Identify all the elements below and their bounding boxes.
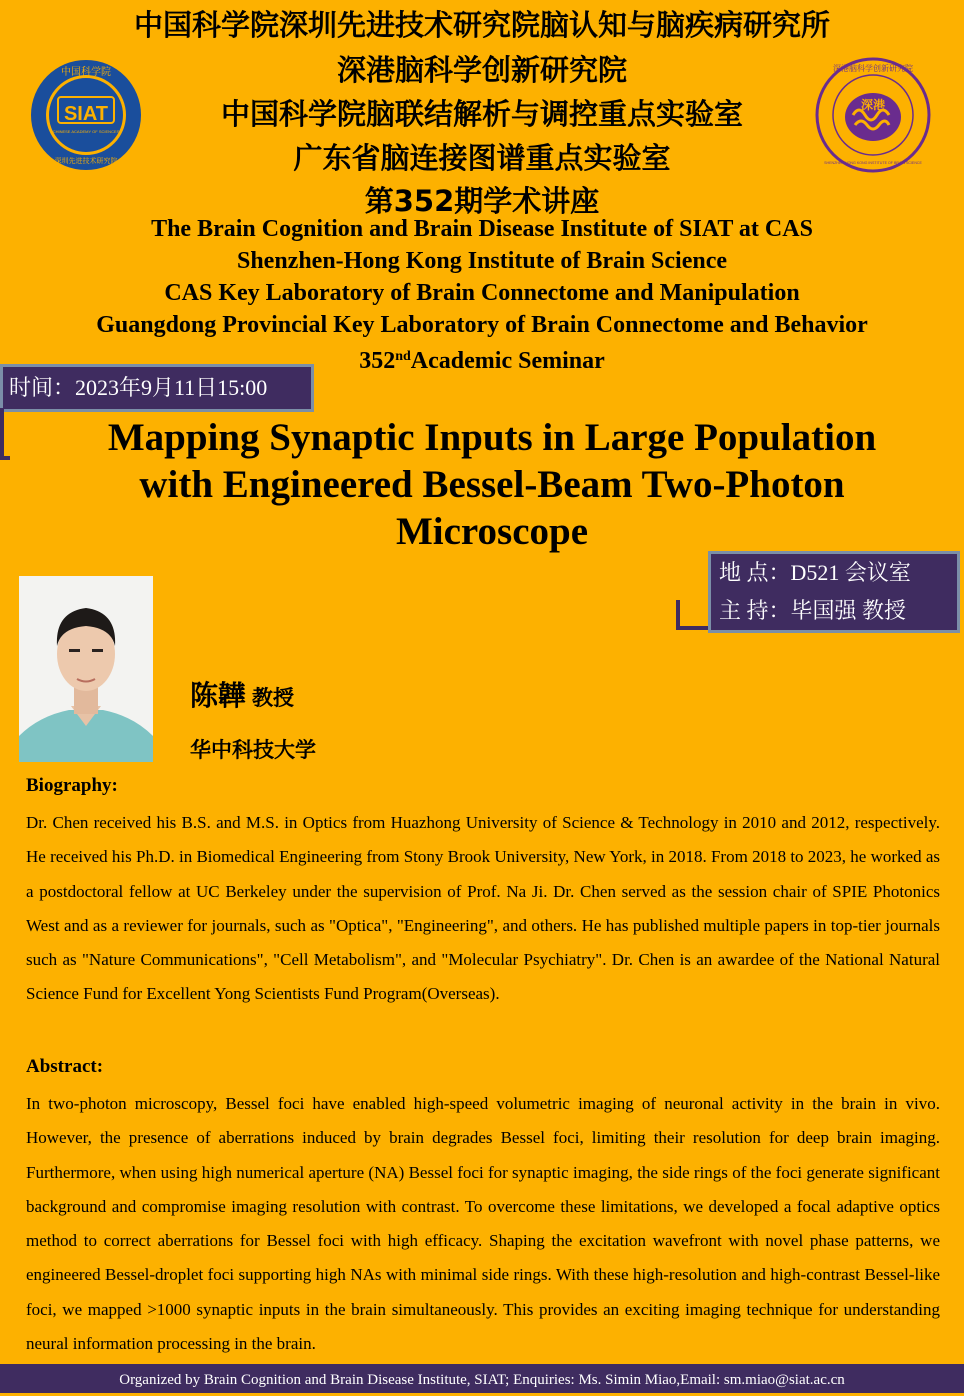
siat-logo-ring-text: 中国科学院 (61, 67, 111, 78)
talk-title-line-1: Mapping Synaptic Inputs in Large Population (107, 416, 877, 459)
venue-box (708, 551, 960, 633)
footer-text: Organized by Brain Cognition and Brain Disease Institute, SIAT; Enquiries: Ms. Simin Miao,Email: sm.miao@siat.ac.cn (119, 1372, 845, 1388)
time-text: 时间：2023年9月11日15:00 (9, 375, 268, 400)
abstract-heading: Abstract: (26, 1056, 104, 1077)
siat-logo-sub: CHINESE ACADEMY OF SCIENCES (52, 129, 120, 134)
talk-title-line-3: Microscope (395, 510, 589, 553)
brain-logo-ring-top: 深港脑科学创新研究院 (833, 64, 913, 73)
footer (0, 1364, 964, 1393)
header-en-line-4: Guangdong Provincial Key Laboratory of Brain Connectome and Behavior (96, 312, 868, 338)
seminar-num: 352 (359, 348, 396, 374)
header-cn-line-5: 第352期学术讲座 (364, 184, 600, 218)
siat-logo-bottom: 深圳先进技术研究院 (54, 157, 118, 165)
speaker-photo (19, 576, 153, 762)
header-en-line-3: CAS Key Laboratory of Brain Connectome and Manipulation (164, 280, 800, 306)
speaker-title: 教授 (252, 686, 295, 710)
header-en-line-1: The Brain Cognition and Brain Disease Institute of SIAT at CAS (151, 216, 813, 242)
header-cn-line-1: 中国科学院深圳先进技术研究院脑认知与脑疾病研究所 (133, 8, 830, 42)
brain-logo-center: 深港 (860, 98, 886, 112)
seminar-text: Academic Seminar (410, 348, 605, 374)
header-cn-line-3: 中国科学院脑联结解析与调控重点实验室 (220, 97, 743, 131)
abstract-text: In two-photon microscopy, Bessel foci have enabled high-speed volumetric imaging of neuronal activity in the brain in vivo. However, the presence of aberrations induced by brain degrades Bessel foci, limiting their resolution for deep brain imaging. Furthermore, when using high numerical aperture (NA) Bessel foci for synaptic imaging, the side rings of the foci generate significant background and compromise imaging resolution with contrast. To overcome these limitations, we developed a focal adaptive optics method to correct aberrations for Bessel foci with high efficacy. Shaping the excitation wavefront with novel phase patterns, we engineered Bessel-droplet foci supporting high NAs with minimal side rings. With these high-resolution and high-contrast Bessel-like foci, we mapped >1000 synaptic inputs in the brain simultaneously. This provides an exciting imaging technique for understanding neural information processing in the brain. (26, 1094, 940, 1354)
brain-logo-ring-bottom: SHENZHEN-HONG KONG INSTITUTE OF BRAIN SCIENCE (824, 161, 922, 165)
time-box (0, 364, 314, 412)
header-cn-line-4: 广东省脑连接图谱重点实验室 (293, 141, 671, 175)
speaker-affiliation: 华中科技大学 (190, 738, 316, 762)
seminar-sup: nd (395, 349, 411, 364)
biography-text: Dr. Chen received his B.S. and M.S. in Optics from Huazhong University of Science & Technology in 2010 and 2012, respectively. He received his Ph.D. in Biomedical Engineering from Stony Brook University, New York, in 2018. From 2018 to 2023, he worked as a postdoctoral fellow at UC Berkeley under the supervision of Prof. Na Ji. Dr. Chen served as the session chair of SPIE Photonics West and as a reviewer for journals, such as "Optica", "Engineering", and others. He has published multiple papers in top-tier journals such as "Nature Communications", "Cell Metabolism", and "Molecular Psychiatry". Dr. Chen is an awardee of the National Natural Science Fund for Excellent Yong Scientists Fund Program(Overseas). (26, 813, 940, 1004)
venue-host: 主 持：毕国强 教授 (719, 598, 907, 623)
header-en-line-2: Shenzhen-Hong Kong Institute of Brain Science (236, 248, 728, 274)
speaker-name (190, 674, 294, 714)
speaker-name-text: 陈韡 (190, 679, 247, 712)
siat-logo (30, 59, 142, 171)
talk-title-line-2: with Engineered Bessel-Beam Two-Photon (139, 463, 845, 506)
venue-location: 地 点：D521 会议室 (719, 560, 911, 585)
biography-heading: Biography: (26, 775, 118, 796)
brain-institute-logo (815, 57, 931, 173)
header-cn-line-2: 深港脑科学创新研究院 (336, 53, 627, 87)
talk-title (20, 414, 964, 555)
time-box-accent (0, 408, 10, 460)
siat-logo-text: SIAT (63, 103, 109, 125)
